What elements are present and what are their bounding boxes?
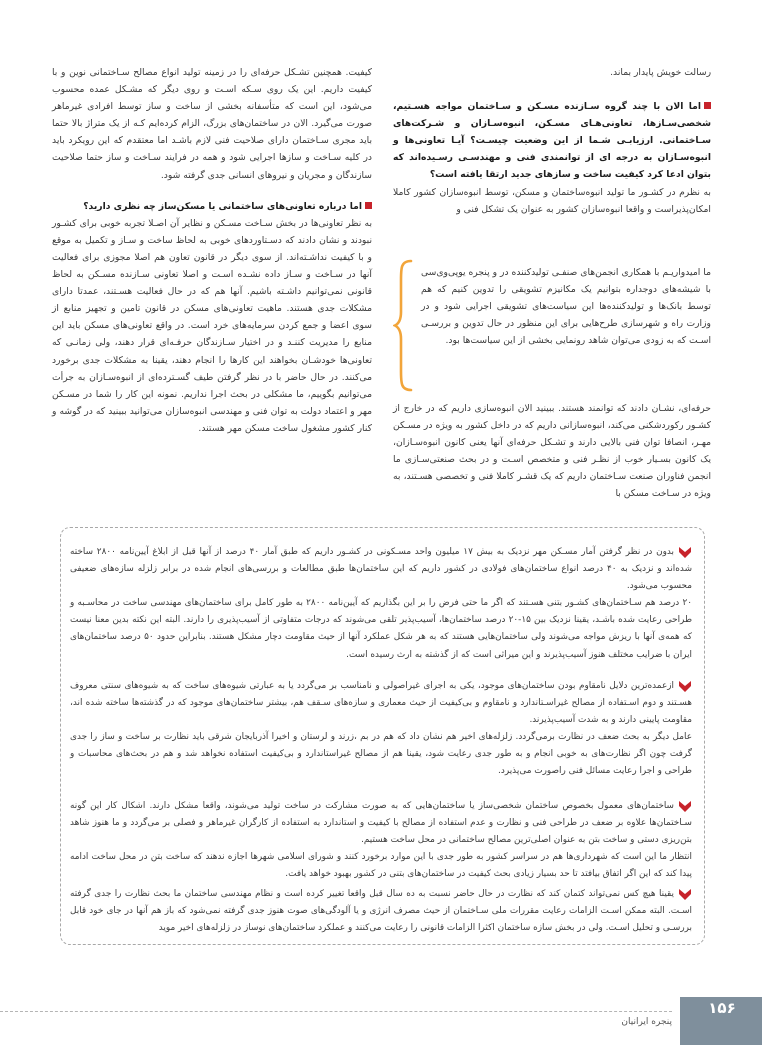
right-column-continued: حرفه‌ای، نشـان دادند که توانمند هستند. ببینید الان انبوه‌سازی داریم که در خارج از کشـور رکوردشکنی می‌کند، انبوه‌سازانی داریم که در داخل کشور به ویژه در مسـکن مهـر، انصافا توان فنی بالایی دارند و تشـکل حرفه‌ای آنها یعنی کانون انبوه‌سـازان، یک کانون بسـیار خوب از نظـر فنی و متخصص اسـت و در بحث صنعتی‌سـازی ما انجمن فناوران صنعت سـاختمان داریم که یک قشـر کاملا فنی و تخصصی هسـتند، به ویژه در سـاخت مسکن با	[393, 403, 711, 500]
left-column	[52, 64, 372, 437]
curly-brace-icon	[393, 258, 415, 393]
magazine-name: پنجره ایرانیان	[621, 1017, 672, 1027]
right-column	[393, 64, 711, 218]
info-item: ساختمان‌های معمول بخصوص ساختمان شخصی‌ساز یا ساختمان‌هایی که به صورت مشارکت در ساخت تولید می‌شوند، واقعا مشکل دارند. اشکال کار این گونه سـاختمان‌ها علاوه بر ضعف در طراحی فنی و نظارت و عدم استفاده از مصالح با کیفیت و استاندارد به استفاده از کارگران غیرماهر و فصلی بر می‌گردد و ما هنوز شاهد بتن‌ریزی دستی و ساخت بتن به عنوان اصلی‌ترین مصالح ساختمانی در محل ساخت هستیم. انتظار ما این است که شهرداری‌ها هم در سراسر کشور به طور جدی با این موارد برخورد کنند و شورای اسلامی شهرها اجازه ندهند که ساخت بتن در محل ساخت ادامه پیدا کند که این اگر اتفاق بیافتد تا حد بسیار زیادی بحث کیفیت در ساختمان‌های بتنی در کشور بهبود خواهد یافت.	[70, 801, 692, 880]
question-marker-icon	[704, 102, 711, 109]
interview-question: اما الان با چند گروه سـازنده مسـکن و سـاختمان مواجه هسـتیم، شخصی‌سـازها، تعاونی‌هـای مسـکن، انبوه‌سـازان و شـرکت‌های سـاختمانی. ارزیابـی شـما از این وضعیت چیسـت؟ آیـا تعاونی‌ها و انبوه‌سـازان به درجه ای از توانمندی فنی و مهندسـی رسـیده‌اند که بتوان ادعا کرد کیفیت ساخت و سازهای جدید ارتقا یافته است؟	[393, 101, 711, 181]
interview-question: اما درباره تعاونی‌های ساختمانی یا مسکن‌ساز چه نظری دارید؟	[52, 198, 372, 215]
info-item: ازعمده‌ترین دلایل نامقاوم بودن ساختمان‌های موجود، یکی به اجرای غیراصولی و نامناسب بر می‌گردد یا به عبارتی شیوه‌های ساخت که به شیوه‌های سنتی معروف هسـتند و دوم اسـتفاده از مصالح غیراسـتاندارد و نامقاوم و بی‌کیفیت از حیث معماری و سازه‌های سـقف هم، بیشتر ساختمان‌های موجود که در گذشته‌ها ساخته شده اند، مقاومت پایینی دارند و به شدت آسیب‌پذیرند. عامل دیگر به بحث ضعف در نظارت برمی‌گردد. زلزله‌های اخیر هم نشان داد که هم در بم ،زرند و لرستان و اخیرا آذربایجان شرقی باید نظارت بر ساخت و ساز را جدی گرفت چون اگر نظارت‌های به خوبی انجام و به طور جدی رعایت شود، یقینا هم از مصالح غیراستاندارد و بی‌کیفیت استفاده نخواهد شد و هم در بحث‌های محاسبات و طراحی و اجرا رعایت مسائل فنی راصورت می‌پذیرد.	[70, 681, 692, 777]
intro-text: رسالت خویش پایدار بماند.	[610, 67, 711, 78]
chevron-down-icon	[678, 546, 692, 559]
info-item: یقینا هیچ کس نمی‌تواند کتمان کند که نظارت در حال حاضر نسبت به ده سال قبل واقعا تغییر کرده است و نظام مهندسی ساختمان ما بحث نظارت را جدی گرفته اسـت. البته ممکن اسـت الزامات رعایت مقررات ملی سـاختمان از حیث مصرف انرژی و یا آلودگی‌های صوت هنوز جدی گرفته نمی‌شود که باز هم آنها در جای خود قابل بررسـی و تحلیل اسـت. ولی در بخش سازه ساختمان اکثرا الزامات قانونی را رعایت می‌کنند و عملکرد ساختمان‌های نوساز در زلزله‌های اخیر موید	[70, 889, 692, 934]
chevron-down-icon	[678, 888, 692, 901]
pull-quote	[393, 258, 711, 393]
paragraph: به نظر تعاونی‌ها در بخش سـاخت مسـکن و نظایر آن اصـلا تجربه خوبی برای کشـور نبودند و نشان دادند که دسـتاوردهای خوبی به لحاظ ساخت و سـاز و تکمیل به موقع و با کیفیت نداشـته‌اند. از سوی دیگر در قانون تعاون هم اصلا مجوزی برای فعالیت آنها در سـاخت و سـاز داده نشـده اسـت و اصلا تعاونی سـازنده مسـکن به لحاظ قانونی نمی‌توانیم داشـته باشیم. آنها هم که در حال فعالیت هسـتند، عمدتا دارای مشکلات جدی هستند. ماهیت تعاونی‌های مسکن در قانون تامین و تجهیز منابع از سوی اعضا و جمع کردن سرمایه‌های خرد است. در واقع تعاونی‌های مسکن باید این منابع را مدیریت کننـد و در اختیار سـازندگان حرفـه‌ای قرار دهند، ولی زمانـی که تعاونی‌ها خودشـان بخواهند این کارها را انجام دهند، یقینا به مشکلات جدی برخورد می‌کنند. در حال حاضر با در نظر گرفتن طیف گسـترده‌ای از انبوه‌سـازان به جرأت می‌توانیم بگوییم، ما مشکلی در بحث اجرا نداریم. نمونه این کار را شما در مسـکن مهر و اعتماد دولت به توان فنی و مهندسی انبوه‌سازان می‌توانید ببینید که در گوشه و کنار کشور مشغول ساخت مسکن مهر هستند.	[52, 217, 372, 434]
chevron-down-icon	[678, 800, 692, 813]
info-box	[60, 527, 705, 945]
chevron-down-icon	[678, 680, 692, 693]
quote-text: ما امیدواریـم با همکاری انجمن‌های صنفـی تولیدکننده در و پنجره یوپی‌وی‌سی با شیشه‌های دوجداره بتوانیم یک مکانیزم تشویقی را تدوین کنیم که هم توسط بانک‌ها و تولیدکننده‌ها این سیاست‌های تشویقی اجرایی شود و در وزارت راه و شهرسازی طرح‌هایی برای این منظور در حال تدوین و بررسـی اسـت که به زودی می‌توان شاهد رونمایی بخشی از این سیاست‌ها بود.	[421, 267, 711, 347]
paragraph: کیفیت. همچنین تشـکل حرفه‌ای را در زمینه تولید انواع مصالح سـاختمانی نوین و با کیفیت داریم. این یک روی سـکه اسـت و روی دیگر که مشـکل عمده محسوب می‌شود، این است که متأسفانه بخشی از ساخت و ساز توسط افرادی غیرماهر صورت می‌گیرد. الان در ساختمان‌های بزرگ، الزام کرده‌ایم کـه از یک متراژ بالا حتما باید مجری سـاختمان دارای صلاحیت فنی لازم باشـد اما معتقدم که این رویکرد باید در کلیه سـاخت و سازها اجرایی شود و همه در فرایند سـاخت و ساز حتما صلاحیت سازندگان و مجریان و نیروهای انسانی جدی گرفته شود.	[52, 67, 372, 181]
page-number: ۱۵۶	[708, 999, 736, 1017]
info-item: بدون در نظر گرفتن آمار مسـکن مهر نزدیک به بیش ۱۷ میلیون واحد مسـکونی در کشـور داریم که طبق آمار ۴۰ درصد از آنها قبل از ابلاغ آیین‌نامه ۲۸۰۰ ساخته شده‌اند و نزدیک به ۴۰ درصد انواع ساختمان‌های فولادی در کشور داریم که این ساختمان‌ها طبق مطالعات و بررسی‌های انجام شده در برابر زلزله سازه‌های ضعیفی محسوب می‌شود. ۲۰ درصد هم سـاختمان‌های کشـور بتنی هسـتند که اگر ما حتی فرض را بر این بگذاریم که آیین‌نامه ۲۸۰۰ به طور کامل برای ساختمان‌های مهندسی ساخت در محاسـبه و طراحی رعایت شده باشـد، یقینا نزدیک بین ۱۵-۲۰ درصد ساختمان‌ها، آسیب‌پذیر تلقی می‌شوند که درجات متفاوتی از آسیب‌پذیری را دارند. البته این نکته بدین معنا نیست که همه‌ی آنها با ریزش مواجه می‌شوند ولی ساختمان‌هایی هستند که به هر شکل عملکرد آنها از حیث مقاومت دچار مشکل هستند. بنابراین حدود ۵۰ درصد ساختمان‌های ایران با ضرایب مختلف هنوز آسیب‌پذیرند و این میراثی است که از گذشته به ارث رسیده است.	[70, 547, 693, 660]
footer-divider	[0, 1011, 672, 1012]
question-marker-icon	[365, 202, 372, 209]
answer-text: به نظرم در کشـور ما تولید انبوه‌ساختمان و مسکن، توسط انبوه‌سازان کشور کاملا امکان‌پذیراست و واقعا انبوه‌سازان کشور به عنوان یک تشکل فنی و	[393, 186, 711, 215]
